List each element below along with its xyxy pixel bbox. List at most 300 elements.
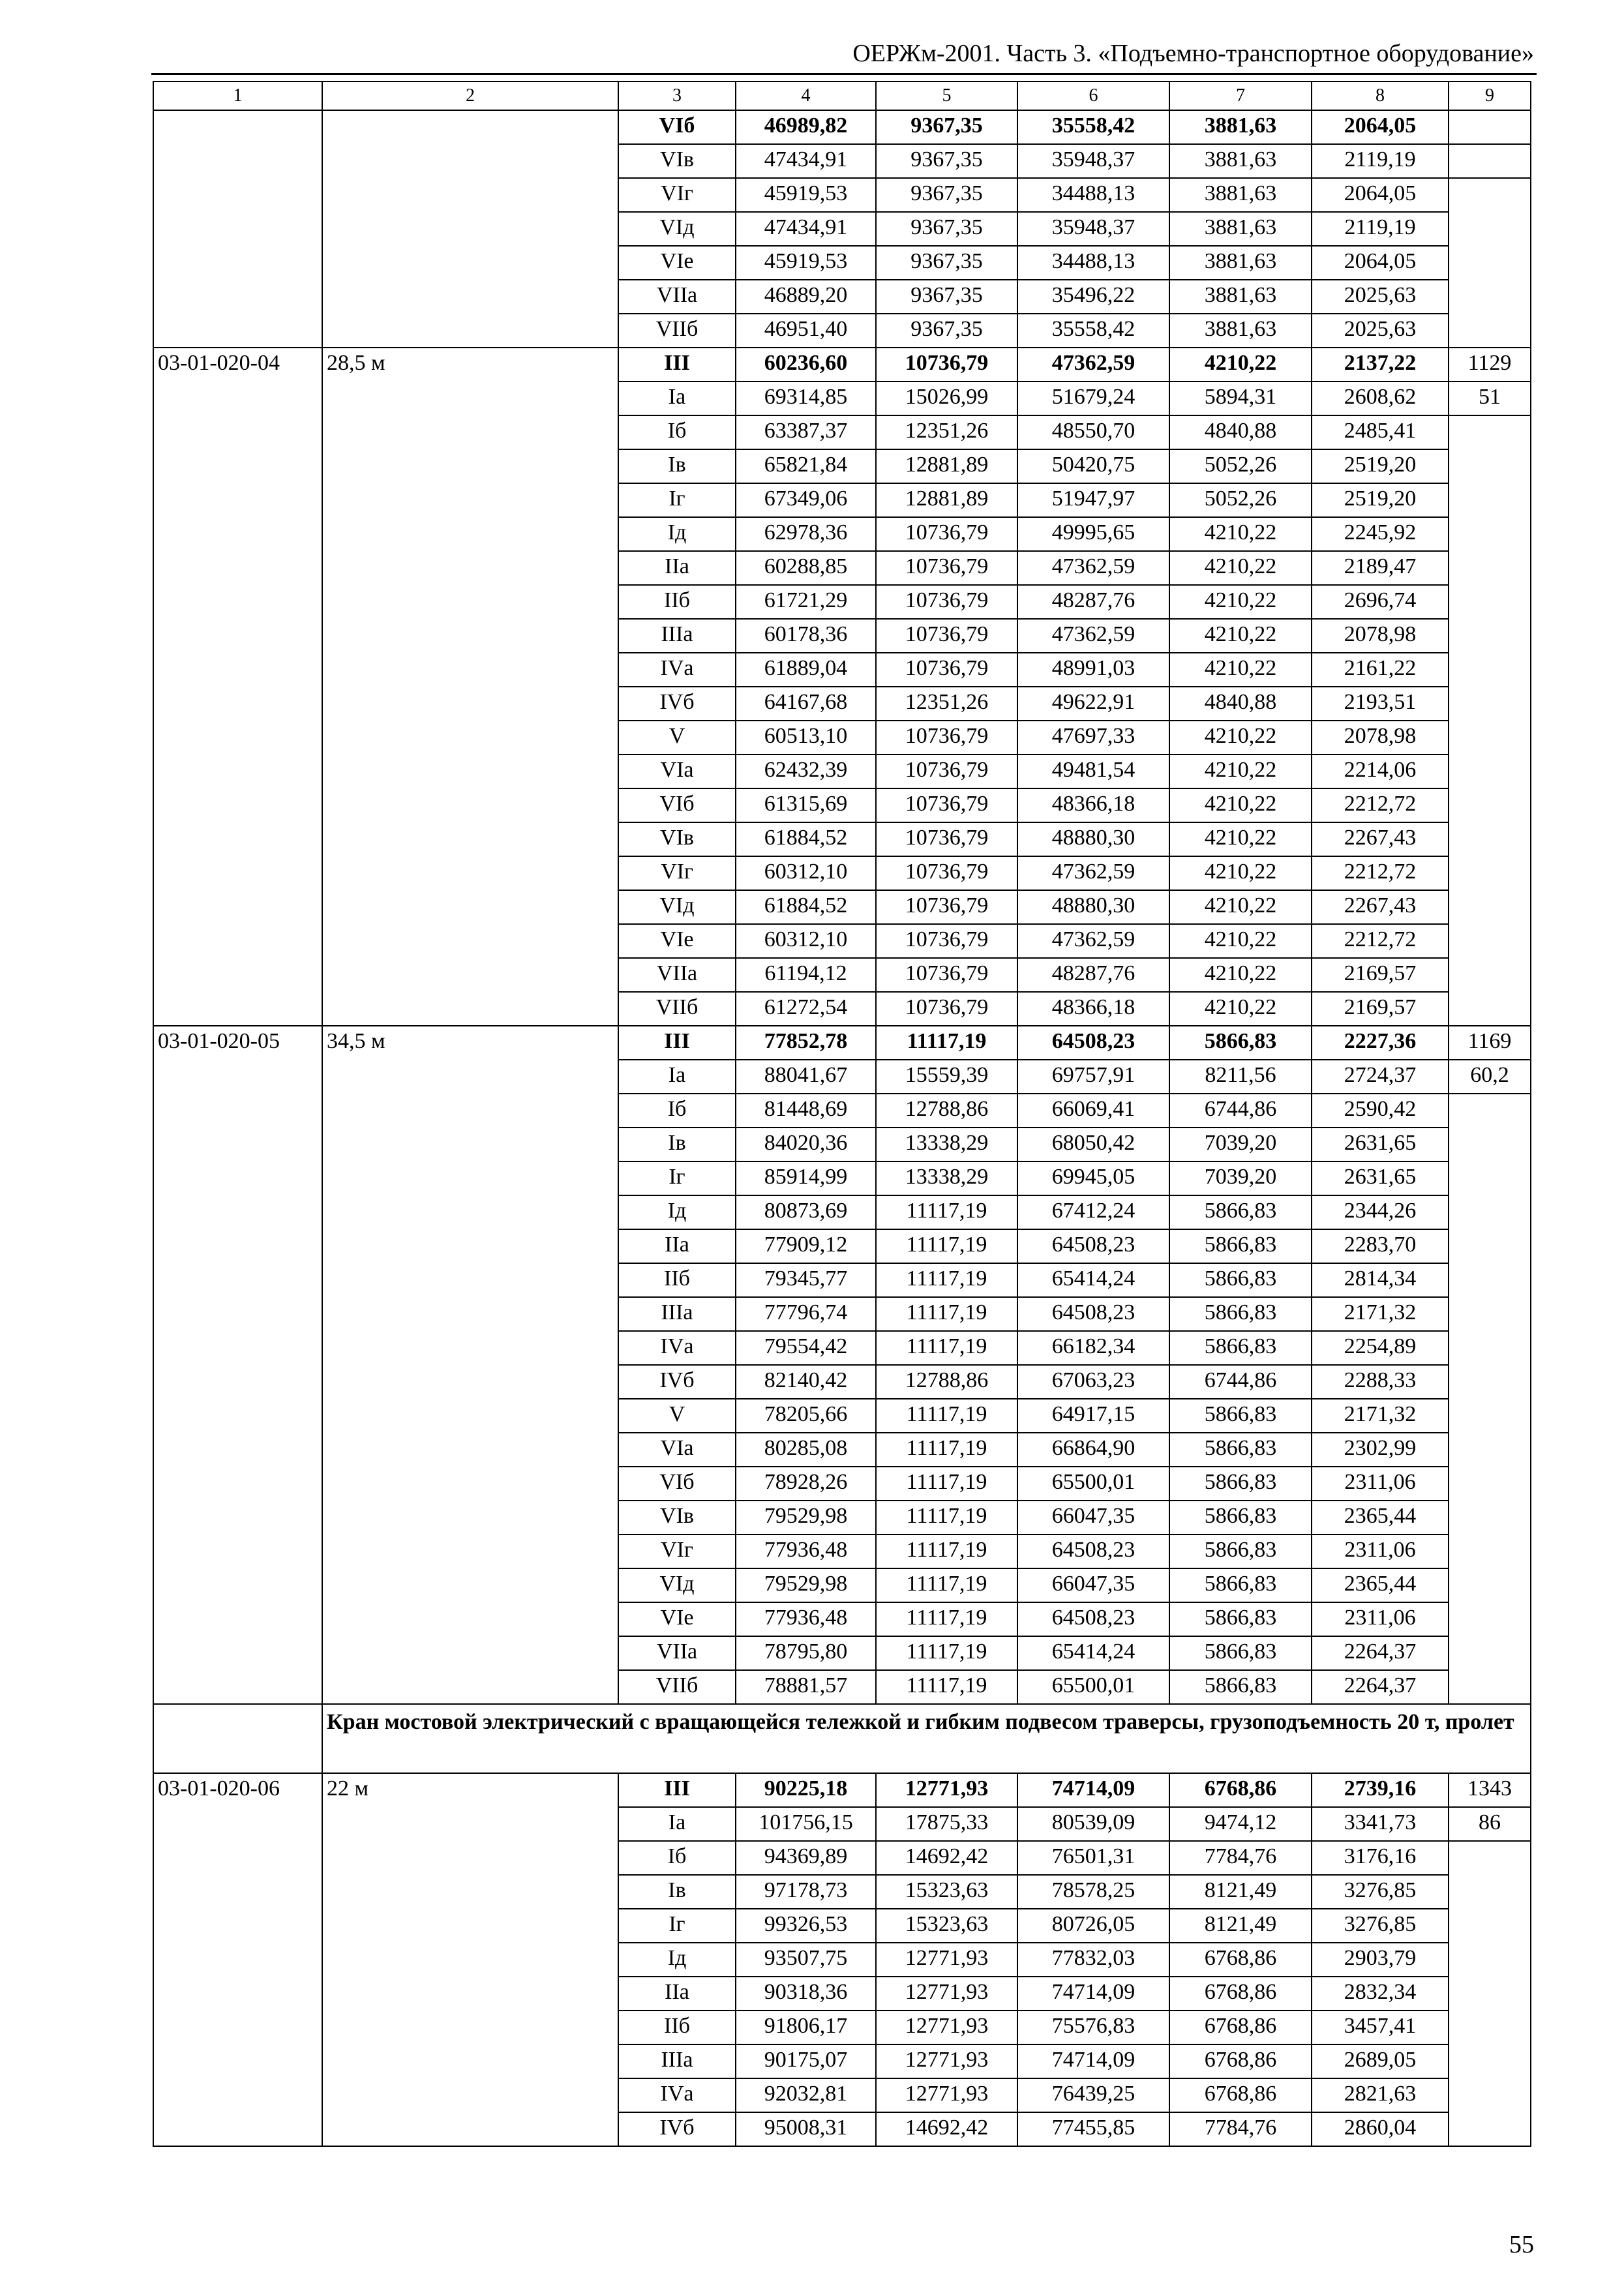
materials-cell: 2311,06	[1312, 1467, 1449, 1501]
total-cost-cell: 61889,04	[736, 653, 876, 687]
machine-cost-cell: 48880,30	[1017, 890, 1169, 924]
machine-wages-cell: 5866,83	[1169, 1263, 1312, 1297]
column-number-cell: 3	[618, 82, 736, 110]
wages-cell: 10736,79	[876, 822, 1017, 856]
total-cost-cell: 67349,06	[736, 483, 876, 517]
wages-cell: 11117,19	[876, 1026, 1017, 1060]
zone-cell: Iв	[618, 1128, 736, 1161]
materials-cell: 2302,99	[1312, 1433, 1449, 1467]
machine-wages-cell: 4210,22	[1169, 890, 1312, 924]
machine-wages-cell: 4210,22	[1169, 755, 1312, 788]
machine-cost-cell: 74714,09	[1017, 1977, 1169, 2011]
zone-cell: IVа	[618, 2078, 736, 2112]
zone-cell: VIв	[618, 144, 736, 178]
total-cost-cell: 77909,12	[736, 1229, 876, 1263]
machine-cost-cell: 64508,23	[1017, 1297, 1169, 1331]
materials-cell: 2689,05	[1312, 2044, 1449, 2078]
machine-cost-cell: 65414,24	[1017, 1636, 1169, 1670]
wages-cell: 11117,19	[876, 1331, 1017, 1365]
zone-cell: VIг	[618, 178, 736, 212]
total-cost-cell: 63387,37	[736, 415, 876, 449]
machine-cost-cell: 34488,13	[1017, 246, 1169, 280]
machine-wages-cell: 4210,22	[1169, 653, 1312, 687]
total-cost-cell: 60236,60	[736, 348, 876, 382]
wages-cell: 9367,35	[876, 110, 1017, 144]
wages-cell: 13338,29	[876, 1128, 1017, 1161]
materials-cell: 2212,72	[1312, 924, 1449, 958]
wages-cell: 10736,79	[876, 890, 1017, 924]
machine-wages-cell: 3881,63	[1169, 280, 1312, 314]
machine-cost-cell: 47362,59	[1017, 551, 1169, 585]
machine-cost-cell: 80726,05	[1017, 1909, 1169, 1943]
machine-wages-cell: 5866,83	[1169, 1501, 1312, 1534]
column-number-cell: 5	[876, 82, 1017, 110]
wages-cell: 10736,79	[876, 788, 1017, 822]
column-9-empty-cell	[1449, 415, 1531, 1026]
document-header-title: ОЕРЖм-2001. Часть 3. «Подъемно-транспортное оборудование»	[852, 40, 1534, 67]
total-cost-cell: 60312,10	[736, 924, 876, 958]
span-cell	[322, 110, 618, 348]
zone-cell: Iа	[618, 1060, 736, 1094]
machine-cost-cell: 74714,09	[1017, 2044, 1169, 2078]
machinist-labor-cell: 86	[1449, 1807, 1531, 1841]
group-heading-text: Кран мостовой электрический с вращающейся тележкой и гибким подвесом траверсы, грузоподъемность 20 т, пролет	[322, 1704, 1531, 1773]
machine-cost-cell: 48550,70	[1017, 415, 1169, 449]
total-cost-cell: 78205,66	[736, 1399, 876, 1433]
materials-cell: 3276,85	[1312, 1909, 1449, 1943]
rate-code-cell: 03-01-020-04	[153, 348, 322, 1026]
wages-cell: 9367,35	[876, 280, 1017, 314]
materials-cell: 2254,89	[1312, 1331, 1449, 1365]
materials-cell: 2161,22	[1312, 653, 1449, 687]
wages-cell: 11117,19	[876, 1534, 1017, 1568]
total-cost-cell: 77852,78	[736, 1026, 876, 1060]
wages-cell: 10736,79	[876, 755, 1017, 788]
machine-cost-cell: 67412,24	[1017, 1195, 1169, 1229]
machine-cost-cell: 76439,25	[1017, 2078, 1169, 2112]
labor-cell: 1129	[1449, 348, 1531, 382]
zone-cell: IVб	[618, 2112, 736, 2146]
total-cost-cell: 61272,54	[736, 992, 876, 1026]
materials-cell: 2724,37	[1312, 1060, 1449, 1094]
machine-wages-cell: 5866,83	[1169, 1568, 1312, 1602]
materials-cell: 2288,33	[1312, 1365, 1449, 1399]
machine-wages-cell: 5866,83	[1169, 1467, 1312, 1501]
zone-cell: V	[618, 1399, 736, 1433]
machine-wages-cell: 5894,31	[1169, 382, 1312, 415]
zone-cell: Iв	[618, 1875, 736, 1909]
total-cost-cell: 61194,12	[736, 958, 876, 992]
machine-cost-cell: 74714,09	[1017, 1773, 1169, 1807]
wages-cell: 11117,19	[876, 1195, 1017, 1229]
span-cell: 22 м	[322, 1773, 618, 2146]
materials-cell: 2137,22	[1312, 348, 1449, 382]
materials-cell: 2283,70	[1312, 1229, 1449, 1263]
total-cost-cell: 45919,53	[736, 246, 876, 280]
materials-cell: 2227,36	[1312, 1026, 1449, 1060]
machine-wages-cell: 4840,88	[1169, 687, 1312, 721]
wages-cell: 10736,79	[876, 992, 1017, 1026]
total-cost-cell: 69314,85	[736, 382, 876, 415]
materials-cell: 2519,20	[1312, 483, 1449, 517]
total-cost-cell: 80873,69	[736, 1195, 876, 1229]
machine-wages-cell: 4210,22	[1169, 788, 1312, 822]
materials-cell: 2365,44	[1312, 1501, 1449, 1534]
machine-wages-cell: 5052,26	[1169, 449, 1312, 483]
materials-cell: 2212,72	[1312, 856, 1449, 890]
total-cost-cell: 92032,81	[736, 2078, 876, 2112]
wages-cell: 11117,19	[876, 1297, 1017, 1331]
machine-cost-cell: 48366,18	[1017, 788, 1169, 822]
machinist-labor-cell: 60,2	[1449, 1060, 1531, 1094]
machine-wages-cell: 8121,49	[1169, 1875, 1312, 1909]
zone-cell: Iб	[618, 1094, 736, 1128]
machine-wages-cell: 8211,56	[1169, 1060, 1312, 1094]
zone-cell: Iг	[618, 483, 736, 517]
materials-cell: 2171,32	[1312, 1399, 1449, 1433]
machine-cost-cell: 51679,24	[1017, 382, 1169, 415]
wages-cell: 10736,79	[876, 653, 1017, 687]
machine-wages-cell: 6768,86	[1169, 2044, 1312, 2078]
wages-cell: 11117,19	[876, 1399, 1017, 1433]
total-cost-cell: 101756,15	[736, 1807, 876, 1841]
machine-cost-cell: 48366,18	[1017, 992, 1169, 1026]
machine-wages-cell: 5866,83	[1169, 1297, 1312, 1331]
machine-cost-cell: 65500,01	[1017, 1670, 1169, 1704]
wages-cell: 11117,19	[876, 1602, 1017, 1636]
materials-cell: 2064,05	[1312, 110, 1449, 144]
machine-cost-cell: 35558,42	[1017, 314, 1169, 348]
zone-cell: III	[618, 1773, 736, 1807]
column-number-cell: 4	[736, 82, 876, 110]
machine-wages-cell: 3881,63	[1169, 212, 1312, 246]
machinist-labor-cell	[1449, 144, 1531, 178]
zone-cell: VIг	[618, 856, 736, 890]
column-number-cell: 6	[1017, 82, 1169, 110]
machine-wages-cell: 9474,12	[1169, 1807, 1312, 1841]
group-code-cell	[153, 1704, 322, 1773]
total-cost-cell: 91806,17	[736, 2011, 876, 2044]
zone-cell: VIIб	[618, 992, 736, 1026]
machine-wages-cell: 4210,22	[1169, 958, 1312, 992]
materials-cell: 3457,41	[1312, 2011, 1449, 2044]
zone-cell: VIIб	[618, 314, 736, 348]
wages-cell: 9367,35	[876, 178, 1017, 212]
machine-cost-cell: 35496,22	[1017, 280, 1169, 314]
total-cost-cell: 60312,10	[736, 856, 876, 890]
wages-cell: 14692,42	[876, 2112, 1017, 2146]
zone-cell: III	[618, 348, 736, 382]
materials-cell: 2212,72	[1312, 788, 1449, 822]
wages-cell: 9367,35	[876, 212, 1017, 246]
total-cost-cell: 79554,42	[736, 1331, 876, 1365]
materials-cell: 2171,32	[1312, 1297, 1449, 1331]
total-cost-cell: 79345,77	[736, 1263, 876, 1297]
machine-wages-cell: 3881,63	[1169, 246, 1312, 280]
zone-cell: VIб	[618, 110, 736, 144]
machine-cost-cell: 35948,37	[1017, 144, 1169, 178]
machine-wages-cell: 3881,63	[1169, 314, 1312, 348]
total-cost-cell: 45919,53	[736, 178, 876, 212]
zone-cell: VIIа	[618, 958, 736, 992]
zone-cell: V	[618, 721, 736, 755]
zone-cell: IIа	[618, 1229, 736, 1263]
total-cost-cell: 64167,68	[736, 687, 876, 721]
wages-cell: 14692,42	[876, 1841, 1017, 1875]
zone-cell: Iд	[618, 517, 736, 551]
total-cost-cell: 80285,08	[736, 1433, 876, 1467]
materials-cell: 2696,74	[1312, 585, 1449, 619]
zone-cell: IIа	[618, 1977, 736, 2011]
wages-cell: 17875,33	[876, 1807, 1017, 1841]
materials-cell: 2832,34	[1312, 1977, 1449, 2011]
materials-cell: 2590,42	[1312, 1094, 1449, 1128]
machine-cost-cell: 48287,76	[1017, 958, 1169, 992]
wages-cell: 12771,93	[876, 2078, 1017, 2112]
zone-cell: VIIа	[618, 280, 736, 314]
wages-cell: 11117,19	[876, 1433, 1017, 1467]
machinist-labor-cell: 51	[1449, 382, 1531, 415]
machine-cost-cell: 69757,91	[1017, 1060, 1169, 1094]
materials-cell: 3276,85	[1312, 1875, 1449, 1909]
zone-cell: Iг	[618, 1161, 736, 1195]
machine-cost-cell: 66864,90	[1017, 1433, 1169, 1467]
machine-wages-cell: 6768,86	[1169, 2078, 1312, 2112]
total-cost-cell: 94369,89	[736, 1841, 876, 1875]
zone-cell: IIб	[618, 2011, 736, 2044]
zone-cell: Iа	[618, 382, 736, 415]
wages-cell: 15323,63	[876, 1875, 1017, 1909]
zone-cell: IIIа	[618, 1297, 736, 1331]
total-cost-cell: 79529,98	[736, 1568, 876, 1602]
machine-cost-cell: 35558,42	[1017, 110, 1169, 144]
wages-cell: 9367,35	[876, 246, 1017, 280]
wages-cell: 11117,19	[876, 1467, 1017, 1501]
rates-table-body	[153, 82, 1531, 2146]
zone-cell: VIа	[618, 1433, 736, 1467]
materials-cell: 2064,05	[1312, 246, 1449, 280]
machine-cost-cell: 48287,76	[1017, 585, 1169, 619]
machine-wages-cell: 4210,22	[1169, 856, 1312, 890]
total-cost-cell: 62978,36	[736, 517, 876, 551]
total-cost-cell: 60288,85	[736, 551, 876, 585]
machine-wages-cell: 3881,63	[1169, 144, 1312, 178]
machine-wages-cell: 4210,22	[1169, 619, 1312, 653]
machine-wages-cell: 4210,22	[1169, 924, 1312, 958]
total-cost-cell: 61884,52	[736, 890, 876, 924]
total-cost-cell: 82140,42	[736, 1365, 876, 1399]
machine-cost-cell: 64508,23	[1017, 1026, 1169, 1060]
machine-wages-cell: 5866,83	[1169, 1026, 1312, 1060]
machine-wages-cell: 5866,83	[1169, 1229, 1312, 1263]
zone-cell: Iа	[618, 1807, 736, 1841]
total-cost-cell: 62432,39	[736, 755, 876, 788]
zone-cell: IVб	[618, 1365, 736, 1399]
total-cost-cell: 78881,57	[736, 1670, 876, 1704]
zone-cell: VIе	[618, 1602, 736, 1636]
wages-cell: 12881,89	[876, 449, 1017, 483]
machine-wages-cell: 4210,22	[1169, 822, 1312, 856]
machine-cost-cell: 77832,03	[1017, 1943, 1169, 1977]
total-cost-cell: 79529,98	[736, 1501, 876, 1534]
machine-wages-cell: 4840,88	[1169, 415, 1312, 449]
rates-table	[153, 81, 1531, 2147]
machine-cost-cell: 66047,35	[1017, 1501, 1169, 1534]
materials-cell: 2344,26	[1312, 1195, 1449, 1229]
page-number: 55	[1509, 2231, 1534, 2258]
zone-cell: VIд	[618, 890, 736, 924]
machine-cost-cell: 65414,24	[1017, 1263, 1169, 1297]
machine-wages-cell: 5866,83	[1169, 1331, 1312, 1365]
machine-cost-cell: 47362,59	[1017, 619, 1169, 653]
column-number-cell: 8	[1312, 82, 1449, 110]
machine-wages-cell: 6744,86	[1169, 1094, 1312, 1128]
total-cost-cell: 84020,36	[736, 1128, 876, 1161]
materials-cell: 2119,19	[1312, 144, 1449, 178]
zone-cell: IIIа	[618, 619, 736, 653]
zone-cell: VIг	[618, 1534, 736, 1568]
machine-cost-cell: 51947,97	[1017, 483, 1169, 517]
materials-cell: 2078,98	[1312, 721, 1449, 755]
zone-cell: VIв	[618, 1501, 736, 1534]
machine-cost-cell: 67063,23	[1017, 1365, 1169, 1399]
rate-code-cell: 03-01-020-05	[153, 1026, 322, 1704]
total-cost-cell: 61884,52	[736, 822, 876, 856]
machine-wages-cell: 6768,86	[1169, 2011, 1312, 2044]
materials-cell: 2311,06	[1312, 1534, 1449, 1568]
zone-cell: VIе	[618, 246, 736, 280]
total-cost-cell: 61721,29	[736, 585, 876, 619]
rates-table-container	[153, 81, 1530, 2147]
machine-cost-cell: 66069,41	[1017, 1094, 1169, 1128]
total-cost-cell: 77796,74	[736, 1297, 876, 1331]
column-number-row	[153, 82, 1531, 110]
wages-cell: 9367,35	[876, 314, 1017, 348]
column-number-cell: 1	[153, 82, 322, 110]
machine-wages-cell: 7039,20	[1169, 1128, 1312, 1161]
labor-cell: 1343	[1449, 1773, 1531, 1807]
machine-wages-cell: 7784,76	[1169, 1841, 1312, 1875]
machine-cost-cell: 64917,15	[1017, 1399, 1169, 1433]
wages-cell: 12771,93	[876, 1773, 1017, 1807]
materials-cell: 2193,51	[1312, 687, 1449, 721]
total-cost-cell: 95008,31	[736, 2112, 876, 2146]
materials-cell: 2025,63	[1312, 314, 1449, 348]
zone-cell: VIIб	[618, 1670, 736, 1704]
total-cost-cell: 61315,69	[736, 788, 876, 822]
machine-wages-cell: 7039,20	[1169, 1161, 1312, 1195]
wages-cell: 10736,79	[876, 958, 1017, 992]
zone-cell: IVа	[618, 1331, 736, 1365]
wages-cell: 12771,93	[876, 1943, 1017, 1977]
wages-cell: 10736,79	[876, 619, 1017, 653]
total-cost-cell: 88041,67	[736, 1060, 876, 1094]
machine-cost-cell: 64508,23	[1017, 1534, 1169, 1568]
total-cost-cell: 78795,80	[736, 1636, 876, 1670]
zone-cell: IVб	[618, 687, 736, 721]
wages-cell: 15559,39	[876, 1060, 1017, 1094]
zone-cell: VIIа	[618, 1636, 736, 1670]
machine-wages-cell: 8121,49	[1169, 1909, 1312, 1943]
zone-cell: Iд	[618, 1943, 736, 1977]
machine-cost-cell: 50420,75	[1017, 449, 1169, 483]
machine-wages-cell: 5866,83	[1169, 1636, 1312, 1670]
materials-cell: 2485,41	[1312, 415, 1449, 449]
wages-cell: 12788,86	[876, 1094, 1017, 1128]
zone-cell: VIд	[618, 1568, 736, 1602]
machine-cost-cell: 48991,03	[1017, 653, 1169, 687]
machine-cost-cell: 47697,33	[1017, 721, 1169, 755]
materials-cell: 2903,79	[1312, 1943, 1449, 1977]
total-cost-cell: 93507,75	[736, 1943, 876, 1977]
machine-cost-cell: 64508,23	[1017, 1229, 1169, 1263]
machine-cost-cell: 77455,85	[1017, 2112, 1169, 2146]
wages-cell: 12351,26	[876, 687, 1017, 721]
column-9-empty-cell	[1449, 178, 1531, 348]
total-cost-cell: 60513,10	[736, 721, 876, 755]
wages-cell: 11117,19	[876, 1670, 1017, 1704]
materials-cell: 2169,57	[1312, 958, 1449, 992]
wages-cell: 12351,26	[876, 415, 1017, 449]
zone-cell: Iг	[618, 1909, 736, 1943]
span-cell: 34,5 м	[322, 1026, 618, 1704]
column-number-cell: 9	[1449, 82, 1531, 110]
zone-cell: VIа	[618, 755, 736, 788]
machine-cost-cell: 65500,01	[1017, 1467, 1169, 1501]
materials-cell: 2860,04	[1312, 2112, 1449, 2146]
table-row	[153, 1773, 1531, 1807]
total-cost-cell: 46989,82	[736, 110, 876, 144]
machine-cost-cell: 76501,31	[1017, 1841, 1169, 1875]
machine-wages-cell: 4210,22	[1169, 517, 1312, 551]
machine-cost-cell: 80539,09	[1017, 1807, 1169, 1841]
machine-cost-cell: 66047,35	[1017, 1568, 1169, 1602]
total-cost-cell: 90318,36	[736, 1977, 876, 2011]
machine-cost-cell: 35948,37	[1017, 212, 1169, 246]
zone-cell: VIб	[618, 788, 736, 822]
machine-wages-cell: 5866,83	[1169, 1433, 1312, 1467]
total-cost-cell: 46951,40	[736, 314, 876, 348]
machine-wages-cell: 3881,63	[1169, 110, 1312, 144]
total-cost-cell: 65821,84	[736, 449, 876, 483]
total-cost-cell: 90175,07	[736, 2044, 876, 2078]
wages-cell: 12881,89	[876, 483, 1017, 517]
wages-cell: 11117,19	[876, 1568, 1017, 1602]
machine-wages-cell: 5052,26	[1169, 483, 1312, 517]
wages-cell: 10736,79	[876, 924, 1017, 958]
materials-cell: 2814,34	[1312, 1263, 1449, 1297]
span-cell: 28,5 м	[322, 348, 618, 1026]
zone-cell: Iв	[618, 449, 736, 483]
machine-wages-cell: 5866,83	[1169, 1195, 1312, 1229]
zone-cell: IIа	[618, 551, 736, 585]
wages-cell: 11117,19	[876, 1229, 1017, 1263]
wages-cell: 10736,79	[876, 585, 1017, 619]
total-cost-cell: 46889,20	[736, 280, 876, 314]
total-cost-cell: 99326,53	[736, 1909, 876, 1943]
wages-cell: 12771,93	[876, 2011, 1017, 2044]
materials-cell: 2064,05	[1312, 178, 1449, 212]
materials-cell: 2189,47	[1312, 551, 1449, 585]
wages-cell: 10736,79	[876, 721, 1017, 755]
total-cost-cell: 77936,48	[736, 1602, 876, 1636]
machine-cost-cell: 69945,05	[1017, 1161, 1169, 1195]
machine-wages-cell: 7784,76	[1169, 2112, 1312, 2146]
wages-cell: 13338,29	[876, 1161, 1017, 1195]
column-number-cell: 7	[1169, 82, 1312, 110]
machine-cost-cell: 66182,34	[1017, 1331, 1169, 1365]
materials-cell: 2264,37	[1312, 1670, 1449, 1704]
